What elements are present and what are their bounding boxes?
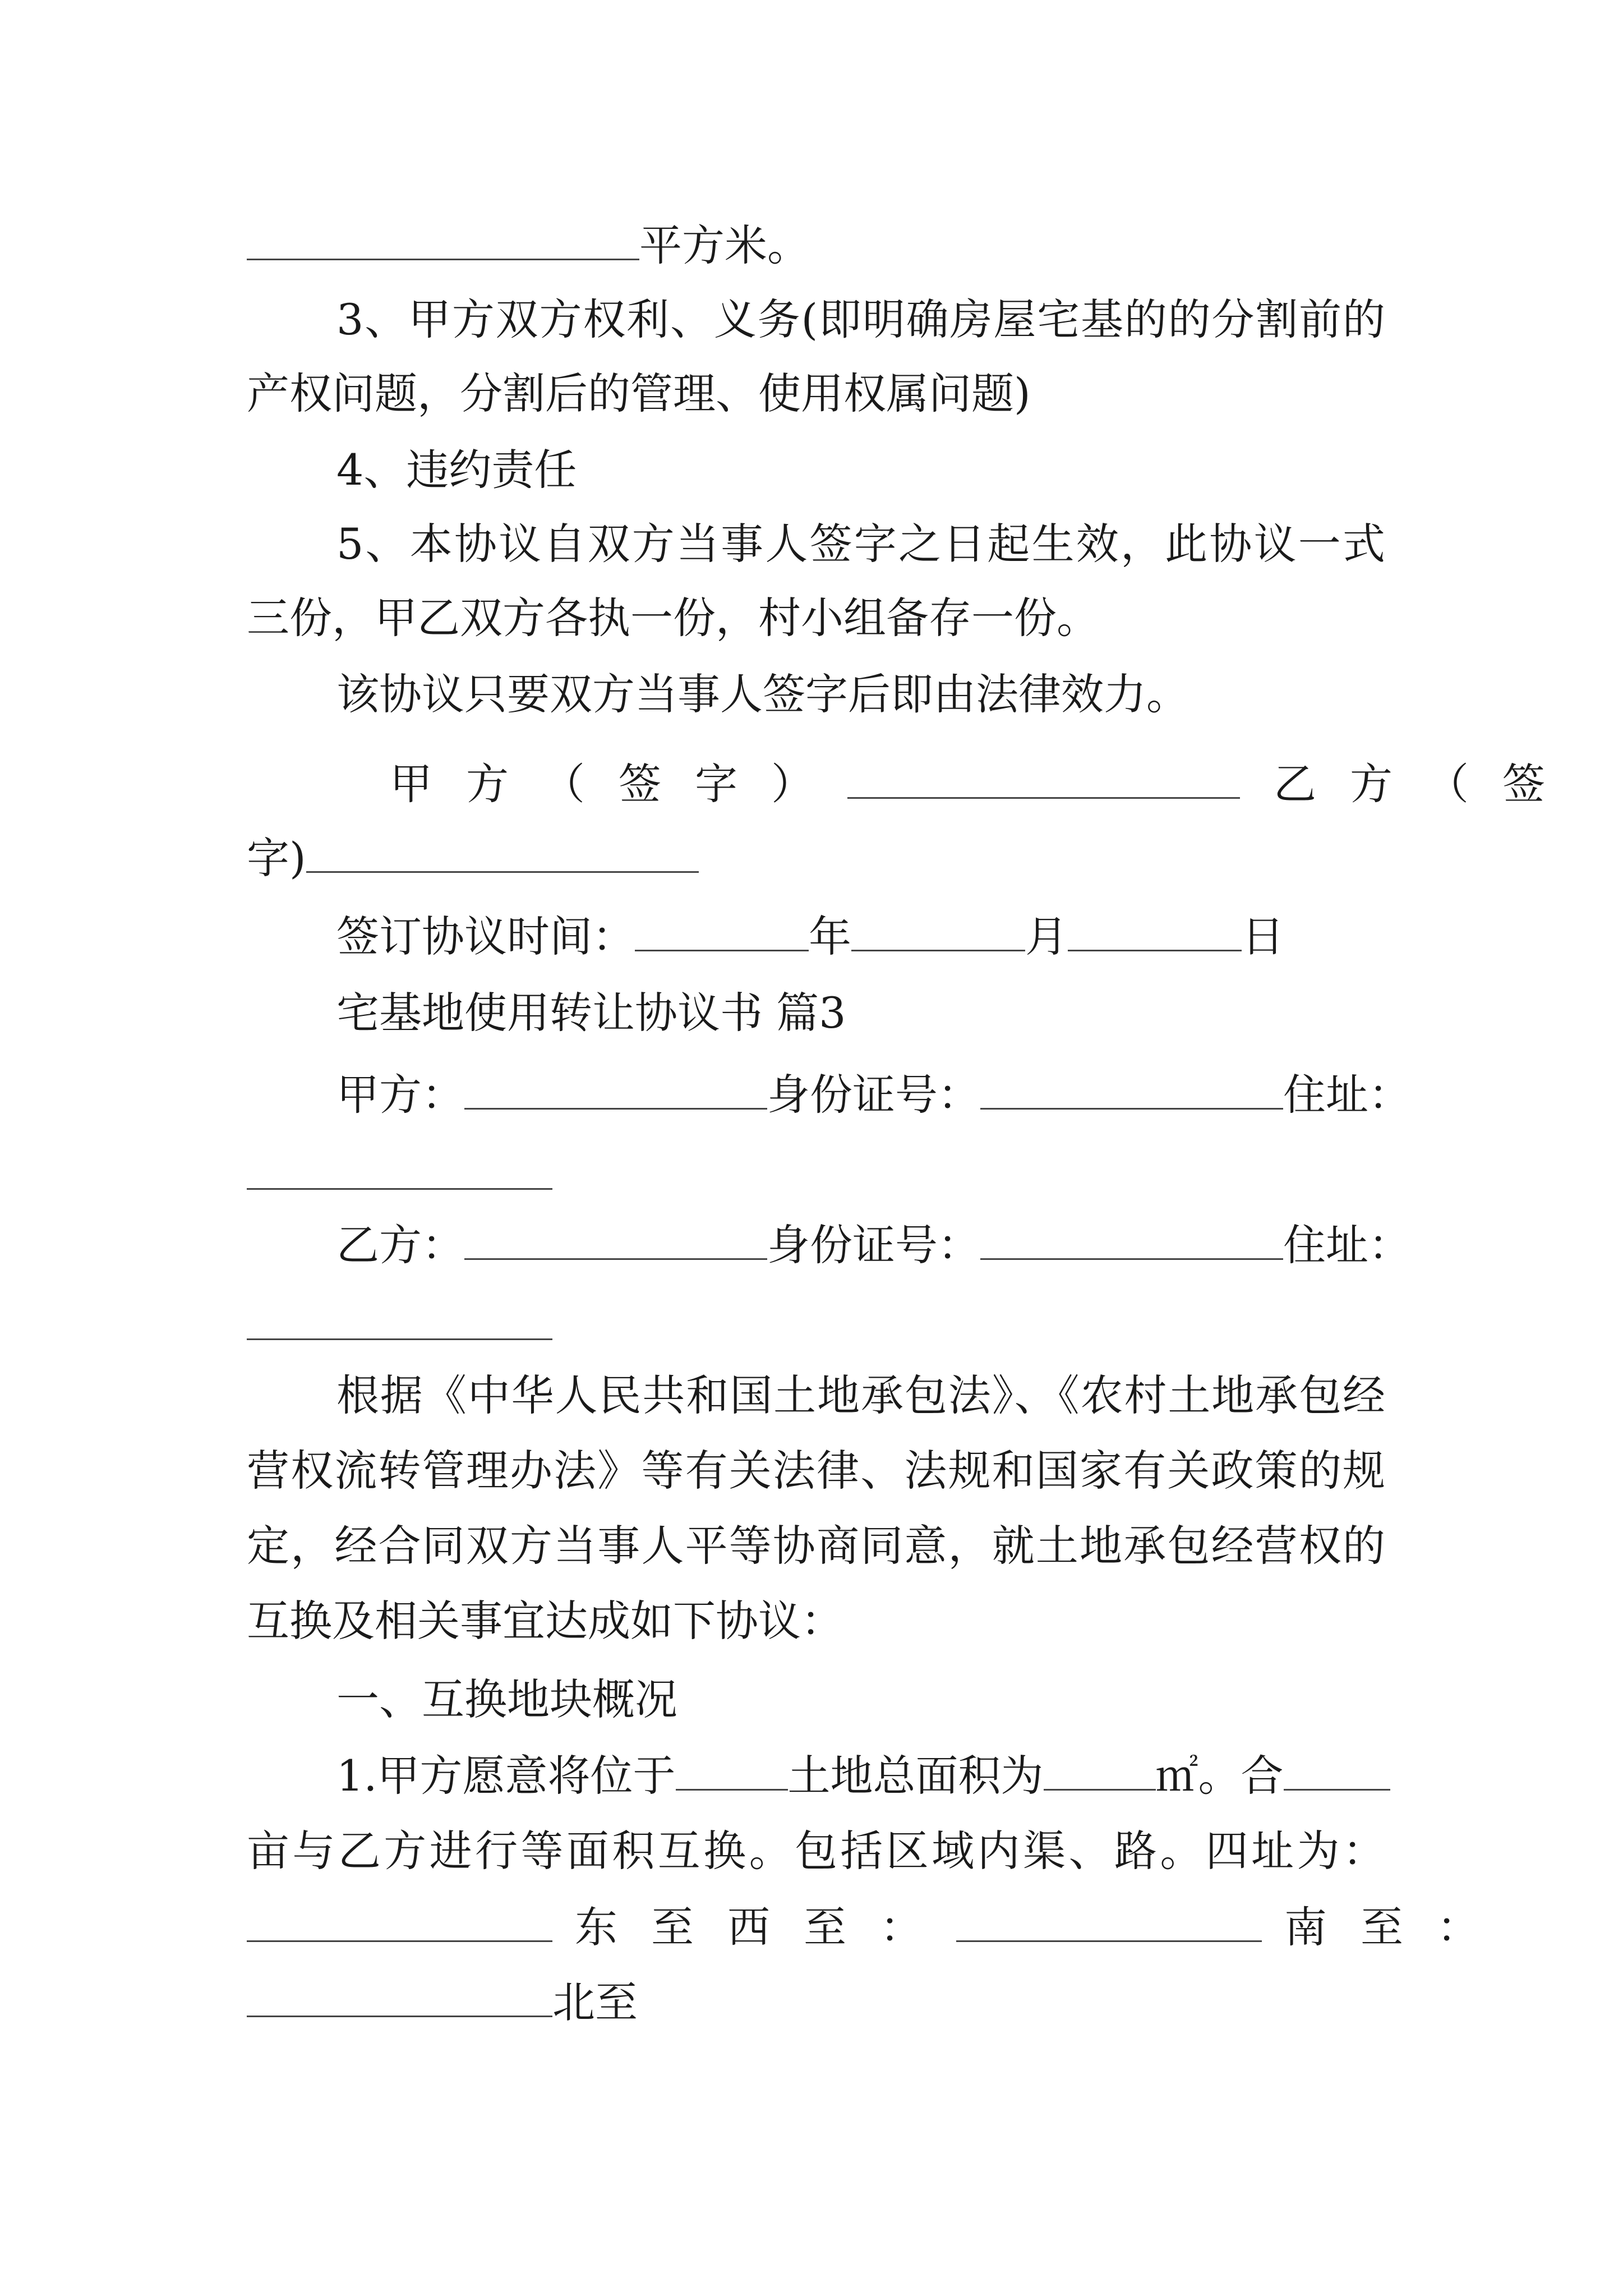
- party-a-info-line: [247, 1061, 1411, 1129]
- month-label: 月: [1025, 912, 1068, 961]
- boundary-line-1: [247, 1894, 1513, 1961]
- west-boundary-blank: [956, 1897, 1262, 1942]
- clause-4: 4、违约责任: [336, 445, 577, 495]
- east-west-label: 东至西至：: [575, 1902, 956, 1952]
- exchange-clause-line-2: 亩与乙方进行等面积互换。包括区域内渠、路。四址为：: [247, 1826, 1385, 1876]
- area-line: [247, 212, 1385, 279]
- party-b-name-blank: [464, 1214, 767, 1260]
- area-blank: [247, 215, 639, 260]
- signing-date-label: 签订协议时间：: [336, 912, 635, 961]
- section-title: 宅基地使用转让协议书 篇3: [336, 988, 846, 1038]
- boundary-line-2: [247, 1969, 1385, 2036]
- total-area-label: 土地总面积为: [787, 1751, 1044, 1801]
- preamble-line-1: 根据《中华人民共和国土地承包法》、《农村土地承包经: [336, 1370, 1385, 1420]
- location-blank: [676, 1745, 788, 1791]
- day-blank: [1068, 906, 1242, 951]
- exchange-clause-line-1: [247, 1742, 1385, 1810]
- section-heading-1: 一、互换地块概况: [336, 1674, 677, 1724]
- signature-line: [247, 751, 1579, 818]
- mu-blank: [1284, 1745, 1390, 1791]
- party-a-address-blank: [247, 1188, 552, 1190]
- clause-5-line-2: 三份，甲乙双方各执一份，村小组备存一份。: [247, 593, 1099, 643]
- year-blank: [635, 906, 809, 951]
- validity-statement: 该协议只要双方当事人签字后即由法律效力。: [336, 669, 1189, 719]
- clause-3-line-1: 3、甲方双方权利、义务(即明确房屋宅基的的分割前的: [336, 295, 1385, 344]
- area-unit-text: 平方米。: [639, 220, 810, 270]
- party-a-id-blank: [980, 1064, 1283, 1110]
- preamble-line-3: 定，经合同双方当事人平等协商同意，就土地承包经营权的: [247, 1521, 1385, 1571]
- east-boundary-blank: [247, 1897, 552, 1942]
- party-b-label: 乙方：: [336, 1220, 464, 1270]
- preamble-line-4: 互换及相关事宜达成如下协议：: [247, 1596, 843, 1646]
- signing-date-line: [247, 903, 1385, 970]
- exchange-location-label: 1.甲方愿意将位于: [336, 1751, 676, 1801]
- signature-continued: 字): [247, 833, 306, 883]
- party-b-signature-label: 乙方（签: [1274, 759, 1579, 809]
- preamble-line-2: 营权流转管理办法》等有关法律、法规和国家有关政策的规: [247, 1446, 1385, 1496]
- day-label: 日: [1242, 912, 1284, 961]
- year-label: 年: [809, 912, 851, 961]
- party-a-id-label: 身份证号：: [767, 1070, 980, 1120]
- north-label: 北至: [552, 1977, 638, 2027]
- party-a-signature-blank: [847, 753, 1240, 799]
- party-b-id-label: 身份证号：: [767, 1220, 980, 1270]
- clause-3-line-2: 产权问题，分割后的管理、使用权属问题): [247, 369, 1031, 418]
- total-area-blank: [1044, 1745, 1156, 1791]
- south-boundary-blank: [247, 1972, 552, 2017]
- south-label: 南至：: [1284, 1902, 1513, 1952]
- signature-line-2: [247, 825, 1385, 892]
- party-b-id-blank: [980, 1214, 1283, 1260]
- area-unit-label: ㎡。合: [1155, 1751, 1284, 1801]
- party-a-name-blank: [464, 1064, 767, 1110]
- party-a-signature-label: 甲方（签字）: [390, 759, 847, 809]
- party-b-signature-blank: [306, 827, 699, 873]
- party-b-address-label: 住址：: [1283, 1220, 1411, 1270]
- party-a-address-label: 住址：: [1283, 1070, 1411, 1120]
- party-b-info-line: [247, 1212, 1411, 1279]
- month-blank: [851, 906, 1025, 951]
- clause-5-line-1: 5、本协议自双方当事人签字之日起生效，此协议一式: [336, 519, 1385, 569]
- party-a-label: 甲方：: [336, 1070, 464, 1120]
- party-b-address-blank: [247, 1338, 552, 1340]
